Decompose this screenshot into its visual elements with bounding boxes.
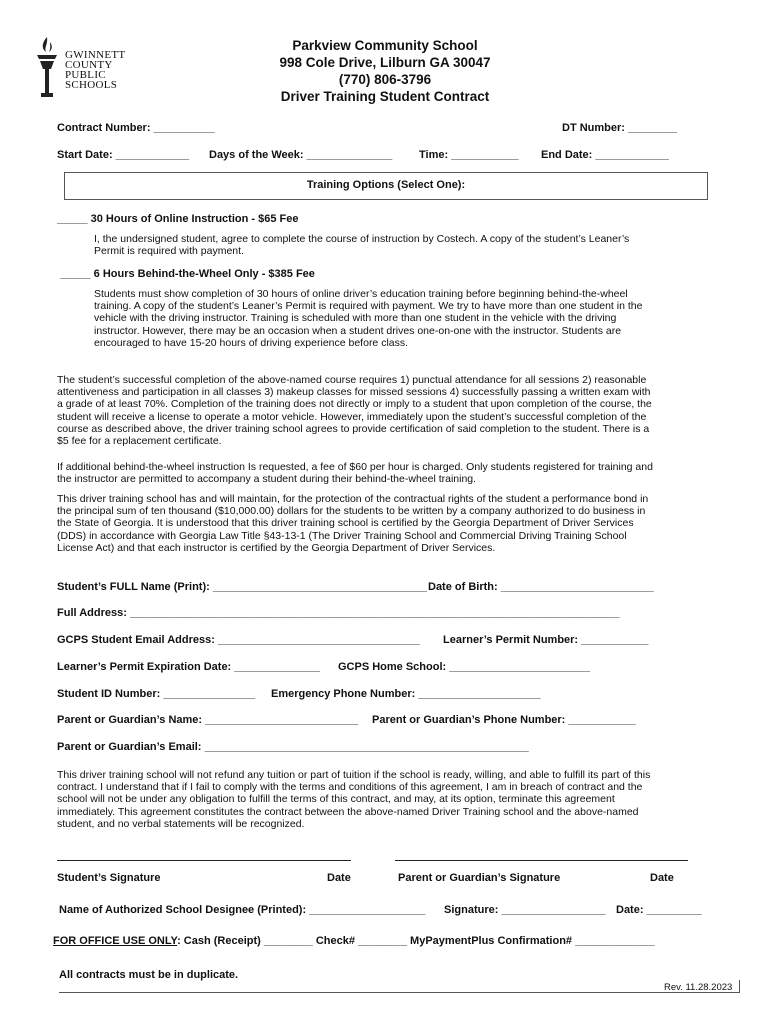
refund-policy-paragraph [57, 769, 650, 830]
text-line: contract. I understand that if I fail to comply with the terms and conditions of this agreement, I am in breach of contract and the [57, 781, 643, 794]
home-school-field[interactable]: GCPS Home School: _______________________ [338, 661, 590, 673]
student-date-label: Date [327, 872, 351, 884]
text-line: instructor. However, there may be an occasion when a student drives one-on-one with the instructor. Students are [94, 324, 622, 337]
guardian-email-field[interactable]: Parent or Guardian’s Email: _____________________________________________________ [57, 741, 529, 753]
emergency-phone-field[interactable]: Emergency Phone Number: ____________________ [271, 688, 541, 700]
guardian-signature-label: Parent or Guardian’s Signature [398, 872, 561, 884]
district-logo [34, 36, 134, 102]
footer-border [59, 980, 740, 993]
start-date-field[interactable]: Start Date: ____________ [57, 149, 190, 161]
guardian-phone-field[interactable]: Parent or Guardian’s Phone Number: ___________ [372, 714, 636, 726]
text-line: I, the undersigned student, agree to complete the course of instruction by Costech. A copy of the student’s Leaner’s [94, 233, 630, 245]
torch-icon [34, 36, 60, 102]
dt-number-field[interactable]: DT Number: ________ [562, 122, 677, 134]
logo-line-3: PUBLIC [65, 69, 106, 81]
completion-terms-paragraph [57, 374, 652, 447]
end-date-field[interactable]: End Date: ____________ [541, 149, 669, 161]
document-title: Driver Training Student Contract [280, 89, 490, 104]
text-line: student will receive a license to operate a motor vehicle. However, immediately upon the student’s successful completion of the [57, 410, 647, 423]
designee-name-field[interactable]: Name of Authorized School Designee (Printed): ___________________ [59, 904, 426, 916]
guardian-date-label: Date [650, 872, 674, 884]
text-line: student, and no verbal statements will be recognized. [57, 817, 305, 830]
designee-date-field[interactable]: Date: _________ [616, 904, 702, 916]
text-line: a grade of at least 70%. Completion of the training does not directly or imply to a student that upon completion of the course, the [57, 398, 652, 411]
text-line: attentiveness and participation in all classes 3) makeup classes for missed sessions 4) successfully passing a written exam with [57, 386, 651, 399]
text-line: encouraged to have 15-20 hours of driving experience before class. [94, 336, 409, 349]
text-line: (DDS) in accordance with Georgia Law Title §43-13-1 (The Driver Training School and Commercial Driving Training School [57, 529, 627, 542]
option-online-instruction[interactable]: _____ 30 Hours of Online Instruction - $65 Fee [57, 213, 299, 225]
time-field[interactable]: Time: ___________ [419, 149, 519, 161]
permit-number-field[interactable]: Learner’s Permit Number: ___________ [443, 634, 649, 646]
text-line: License Act) and that each instructor is certified by the Georgia Department of Driver Services. [57, 541, 496, 554]
guardian-signature-line[interactable] [395, 860, 688, 861]
days-of-week-field[interactable]: Days of the Week: ______________ [209, 149, 393, 161]
student-email-field[interactable]: GCPS Student Email Address: _________________________________ [57, 634, 420, 646]
text-line: This driver training school will not refund any tuition or part of tuition if the school is ready, willing, and able to fulfill its part of this [57, 769, 651, 781]
option-online-description [94, 233, 629, 257]
text-line: The student’s successful completion of the above-named course requires 1) punctual attendance for all sessions 2) reasonable [57, 374, 647, 386]
option-btw-description [94, 288, 642, 349]
permit-expiration-field[interactable]: Learner’s Permit Expiration Date: ______________ [57, 661, 320, 673]
text-line: Permit is required with payment. [94, 245, 244, 258]
text-line: If additional behind-the-wheel instruction Is requested, a fee of $60 per hour is charged. Only students registered for training and [57, 461, 653, 473]
text-line: vehicle with the driving instructor. Training is scheduled with more than one student in the vehicle with the driving [94, 312, 617, 325]
text-line: $5 fee for a replacement certificate. [57, 435, 222, 448]
duplicate-note: All contracts must be in duplicate. [59, 969, 239, 981]
text-line: the instructor are permitted to accompany a student during their behind-the-wheel training. [57, 473, 477, 486]
contract-number-field[interactable]: Contract Number: __________ [57, 122, 215, 134]
office-use-label: FOR OFFICE USE ONLY [53, 935, 178, 947]
guardian-name-field[interactable]: Parent or Guardian’s Name: _________________________ [57, 714, 359, 726]
text-line: course as described above, the driver training school agrees to provide certification of said completion to the student. There is a [57, 422, 650, 435]
student-signature-line[interactable] [57, 860, 351, 861]
text-line: the State of Georgia. It is understood that this driver training school is certified by the Georgia Department of Driver Services [57, 517, 634, 530]
student-full-name-field[interactable]: Student’s FULL Name (Print): ___________________________________ [57, 581, 427, 593]
text-line: immediately. This agreement constitutes the contract between the above-named Driver Training school and the above-named [57, 805, 639, 818]
date-of-birth-field[interactable]: Date of Birth: _________________________ [428, 581, 654, 593]
school-name: Parkview Community School [292, 38, 478, 53]
student-signature-label: Student’s Signature [57, 872, 161, 884]
office-use-fields[interactable]: : Cash (Receipt) ________ Check# ________ MyPaymentPlus Confirmation# _____________ [177, 935, 655, 947]
text-line: Students must show completion of 30 hours of online driver’s education training before beginning behind-the-wheel [94, 288, 628, 300]
office-use-row [53, 935, 655, 948]
text-line: the principal sum of ten thousand ($10,000.00) dollars for the students to be written by a company authorized to do business in [57, 505, 646, 518]
text-line: training. A copy of the student’s Leaner’s Permit is required with payment. We try to have more than one student in the [94, 300, 643, 313]
option-behind-the-wheel[interactable]: _____ 6 Hours Behind-the-Wheel Only - $385 Fee [60, 268, 315, 280]
logo-line-1: GWINNETT [65, 49, 126, 61]
school-phone: (770) 806-3796 [338, 72, 432, 87]
text-line: This driver training school has and will maintain, for the protection of the contractual rights of the student a performance bond in [57, 493, 649, 505]
additional-instruction-paragraph [57, 461, 653, 485]
logo-line-4: SCHOOLS [65, 79, 118, 91]
training-options-title: Training Options (Select One): [306, 179, 466, 191]
school-address: 998 Cole Drive, Lilburn GA 30047 [279, 55, 491, 70]
text-line: school will not be under any obligation to fulfill the terms of this contract, and may, at its option, terminate this agreement [57, 793, 615, 806]
full-address-field[interactable]: Full Address: ________________________________________________________________________________ [57, 607, 620, 619]
student-id-field[interactable]: Student ID Number: _______________ [57, 688, 256, 700]
logo-line-2: COUNTY [65, 59, 113, 71]
designee-signature-field[interactable]: Signature: _________________ [444, 904, 606, 916]
revision-date: Rev. 11.28.2023 [664, 982, 733, 993]
bond-paragraph [57, 493, 648, 554]
